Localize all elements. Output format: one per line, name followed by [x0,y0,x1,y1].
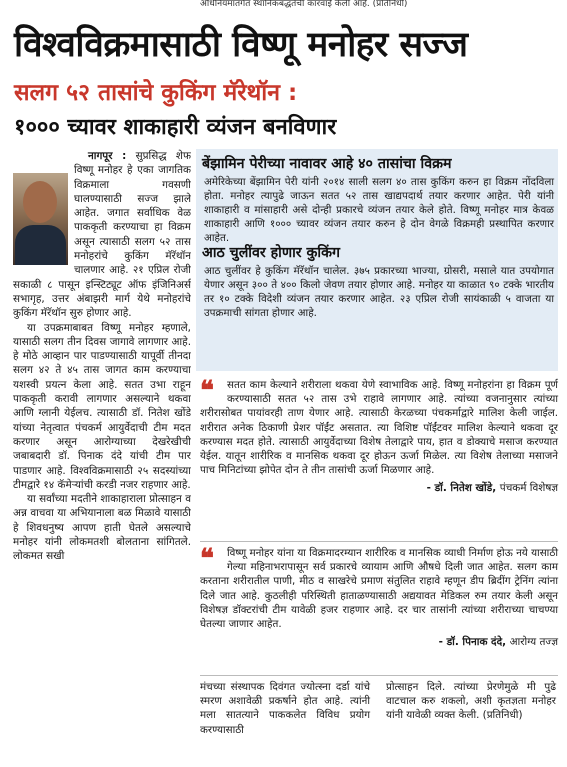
box-paragraph-stoves: आठ चुलींवर हे कुकिंग मॅरॅथॉन चालेल. ३७५ प्रकारच्या भाज्या, ग्रोसरी, मसाले यात उपयोगात येणार असून ३०० ते ४०० किलो जेवण तयार होणार आहे. मनोहर या काळात ९० टक्के भारतीय तर १० टक्के विदेशी व्यंजन तयार करणार आहेत. २३ एप्रिल रोजी सायंकाळी ५ वाजता या उपक्रमाची सांगता होणार आहे. [204,265,554,319]
body-paragraph: या सर्वांच्या मदतीने शाकाहाराला प्रोत्साहन व अन्न वाचवा या अभियानाला बळ मिळावे यासाठी हे शिवधनुष्य आपण हाती घेतले असल्याचे मनोहर यांनी लोकमतशी बोलताना सांगितले. लोकमत सखी [13,493,191,563]
lead-text: सुप्रसिद्ध शेफ विष्णू मनोहर हे एका जागतिक विक्रमाला गवसणी घालण्यासाठी सज्ज झाले आहेत. जगात सर्वाधिक वेळ पाककृती करण्याचा हा विक्रम असून त्यासाठी सलग ५२ तास मनोहरांचे कुकिंग मॅरॅथॉन चालणार आहे. २१ एप्रिल रोजी सकाळी ८ पासून इन्स्टिट्यूट ऑफ इंजिनिअर्स सभागृह, उत्तर अंबाझरी मार्ग येथे मनोहरांचे कुकिंग मॅरॅथॉन सुरु होणार आहे. [13,150,191,320]
subheadline: सलग ५२ तासांचे कुकिंग मॅरेथॉन : [14,80,298,106]
portrait-shirt [15,225,66,265]
body-paragraph: या उपक्रमाबाबत विष्णू मनोहर म्हणाले, यासाठी सलग तीन दिवस जागावे लागणार आहे. हे मोठे आव्हान पार पाडण्यासाठी यापूर्वी तीनदा सलग ४२ ते ४५ तास जागत काम करण्याचा यशस्वी प्रयत्न केला आहे. सतत उभा राहून पाककृती करावी लागणार असल्याने थकवा आणि ग्लानी येईलच. त्यासाठी डॉ. नितेश खोंडे यांच्या नेतृत्वात पंचकर्म आयुर्वेदाची टीम मदत करणार असून आरोग्याच्या देखरेखीची जबाबदारी डॉ. पिनाक दंदे यांची टीम पार पाडणार आहे. विश्वविक्रमासाठी २५ सदस्यांच्या टीमद्वारे १४ कॅमेऱ्यांची करडी नजर राहणार आहे. [13,321,191,491]
quote-author: - डॉ. पिनाक दंदे, [438,636,507,649]
quote-icon: ❝ [200,544,214,574]
quote-text: विष्णू मनोहर यांना या विक्रमादरम्यान शारीरिक व मानसिक व्याधी निर्माण होऊ नये यासाठी गेल्या महिनाभरापासून सर्व प्रकारचे व्यायाम आणि औषधे दिली जात आहेत. सलग काम करताना शरीरातील पाणी, मीठ व साखरेचे प्रमाण संतुलित राहावे म्हणून डीप ब्रिदींग ट्रेनिंग त्यांना दिले जात आहे. कुठलीही परिस्थिती हाताळण्यासाठी अद्ययावत मेडिकल रुम तयार केली असून विशेषज्ञ डॉक्टरांची टीम यावेळी हजर राहणार आहे. दर चार तासांनी त्यांच्या शरीराच्या चाचण्या घेतल्या जाणार आहेत. [200,547,558,631]
box-heading-record: बेंझामिन पेरीच्या नावावर आहे ४० तासांचा विक्रम [202,156,452,172]
expert-quote-dande [200,546,558,673]
box-paragraph-record: अमेरिकेच्या बेंझामिन पेरी यांनी २०१४ साली सलग ४० तास कुकिंग करुन हा विक्रम नोंदविला होता. मनोहर त्यापुढे जाऊन सतत ५२ तास खाद्यपदार्थ तयार करणार आहेत. पेरी यांनी शाकाहारी व मांसाहारी असे दोन्ही प्रकारचे व्यंजन तयार केले होते. विष्णू मनोहर मात्र केवळ शाकाहारी आणि १००० च्यावर व्यंजन तयार करुन हे दोन वेगळे विक्रमही प्रस्थापित करणार आहेत. [204,176,554,244]
dateline: नागपूर : [88,150,127,162]
portrait-photo [13,173,68,265]
info-box [196,149,558,371]
continuation-column-1: मंचच्या संस्थापक दिवंगत ज्योत्स्ना दर्डा यांचे स्मरण अशावेळी प्रकर्षाने होत आहे. त्यांनी मला सातत्याने पाककलेत विविध प्रयोग करण्यासाठी [200,681,370,736]
quote-attribution [200,635,558,649]
previous-article-tail: अधिनियमांतर्गत स्थानिकबद्धतेची कारवाई केली आहे. (प्रतिनिधी) [200,0,408,9]
divider [200,675,558,676]
quote-text: सतत काम केल्याने शरीराला थकवा येणे स्वाभाविक आहे. विष्णू मनोहरांना हा विक्रम पूर्ण करण्यासाठी सतत ५२ तास उभे राहावे लागणार आहे. त्यांच्या वजनानुसार त्यांच्या शरीरासोबत पायांवरही ताण येणार आहे. त्यासाठी केरळच्या पंचकर्माद्वारे मालिश केली जाईल. शरीरात अनेक ठिकाणी प्रेशर पॉईंट असतात. त्या विशिष्ट पॉईंटवर मालिश केल्याने थकवा दूर करण्यास मदत होते. त्यासाठी आयुर्वेदाच्या विशेष तेलाद्वारे पाय, हात व डोक्याचे मसाज करण्यात येईल. यातून शारीरिक व मानसिक थकवा दूर होऊन ऊर्जा मिळेल. त्या विशेष तेलाच्या मसाजने पाच मिनिटांच्या झोपेत दोन ते तीन तासांची ऊर्जा मिळणार आहे. [200,379,558,477]
continuation-columns [200,680,558,767]
headline: विश्वविक्रमासाठी विष्णू मनोहर सज्ज [14,25,468,65]
divider [200,541,558,542]
quote-role: आरोग्य तज्ज्ञ [509,636,558,649]
expert-quote-khonde [200,378,558,538]
box-heading-stoves: आठ चुलींवर होणार कुकिंग [202,245,340,261]
deck: १००० च्यावर शाकाहारी व्यंजन बनविणार [14,115,337,140]
quote-role: पंचकर्म विशेषज्ञ [499,482,558,495]
quote-author: - डॉ. नितेश खोंडे, [426,482,497,495]
quote-icon: ❝ [200,376,214,406]
quote-attribution [200,481,558,495]
left-column [13,149,191,767]
portrait-face [23,181,57,223]
continuation-column-2: प्रोत्साहन दिले. त्यांच्या प्रेरणेमुळे मी पुढे वाटचाल करु शकलो, अशी कृतज्ञता मनोहर यांनी यावेळी व्यक्त केली. (प्रतिनिधी) [386,681,556,722]
